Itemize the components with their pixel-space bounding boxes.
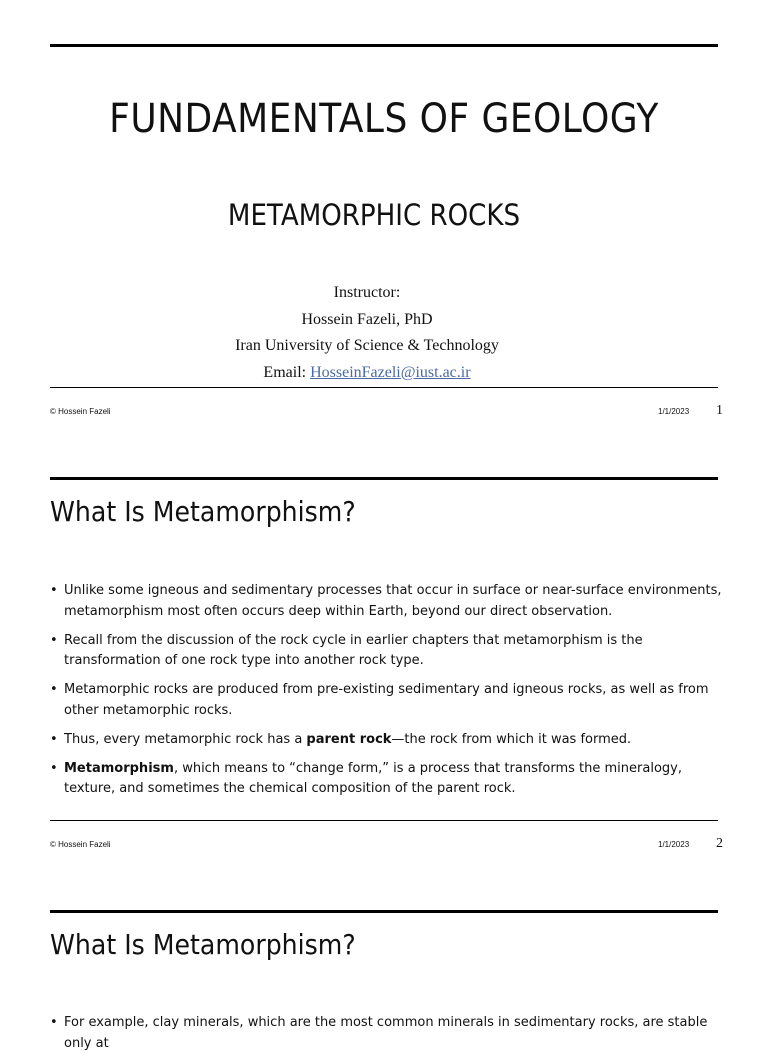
- email-label: Email:: [263, 363, 311, 381]
- instructor-label: Instructor:: [333, 284, 401, 301]
- slide-2-bullet-list: [50, 581, 722, 808]
- slide-2-footer-author: © Hossein Fazeli: [50, 840, 111, 849]
- bullet-text: , which means to “change form,” is a process that transforms the mineralogy, texture, and sometimes the chemical composition of the parent rock.: [64, 760, 682, 796]
- slide-2-bottom-rule: [50, 820, 718, 821]
- slide-3-top-rule: [50, 910, 718, 913]
- bullet-bold-term: Metamorphism: [64, 760, 174, 776]
- list-item: [50, 730, 722, 751]
- instructor-block: [0, 280, 734, 386]
- email-link[interactable]: HosseinFazeli@iust.ac.ir: [310, 363, 471, 381]
- slide-2-top-rule: [50, 477, 718, 480]
- slide-1-page-number: 1: [716, 403, 723, 418]
- slide-1-bottom-rule: [50, 387, 718, 388]
- bullet-text: —the rock from which it was formed.: [391, 731, 632, 747]
- list-item: • For example, clay minerals, which are the most common minerals in sedimentary rocks, are stable only at: [50, 1013, 722, 1054]
- slide-1-title: FUNDAMENTALS OF GEOLOGY: [109, 96, 659, 142]
- slide-1-top-rule: [50, 44, 718, 47]
- bullet-text: Thus, every metamorphic rock has a: [64, 731, 307, 747]
- slide-2-footer-date: 1/1/2023: [658, 840, 690, 849]
- list-item: • Unlike some igneous and sedimentary processes that occur in surface or near-surface environments, metamorphism most often occurs deep within Earth, beyond our direct observation.: [50, 581, 722, 622]
- bullet-bold-term: parent rock: [306, 731, 392, 747]
- list-item: [50, 759, 722, 800]
- email-line: [0, 360, 734, 387]
- slide-2-heading: What Is Metamorphism?: [50, 495, 356, 528]
- list-item: • Recall from the discussion of the rock cycle in earlier chapters that metamorphism is the transformation of one rock type into another rock type.: [50, 631, 722, 672]
- university-name: Iran University of Science & Technology: [235, 337, 499, 354]
- slide-3-bullet-list: [50, 1013, 722, 1063]
- list-item: • Metamorphic rocks are produced from pre-existing sedimentary and igneous rocks, as well as from other metamorphic rocks.: [50, 680, 722, 721]
- slide-1-subtitle: METAMORPHIC ROCKS: [227, 198, 521, 232]
- slide-2-page-number: 2: [716, 836, 723, 851]
- slide-1-footer-author: © Hossein Fazeli: [50, 407, 111, 416]
- slide-1-footer-date: 1/1/2023: [658, 407, 690, 416]
- instructor-name: Hossein Fazeli, PhD: [301, 310, 433, 328]
- slide-3-heading: What Is Metamorphism?: [50, 928, 356, 961]
